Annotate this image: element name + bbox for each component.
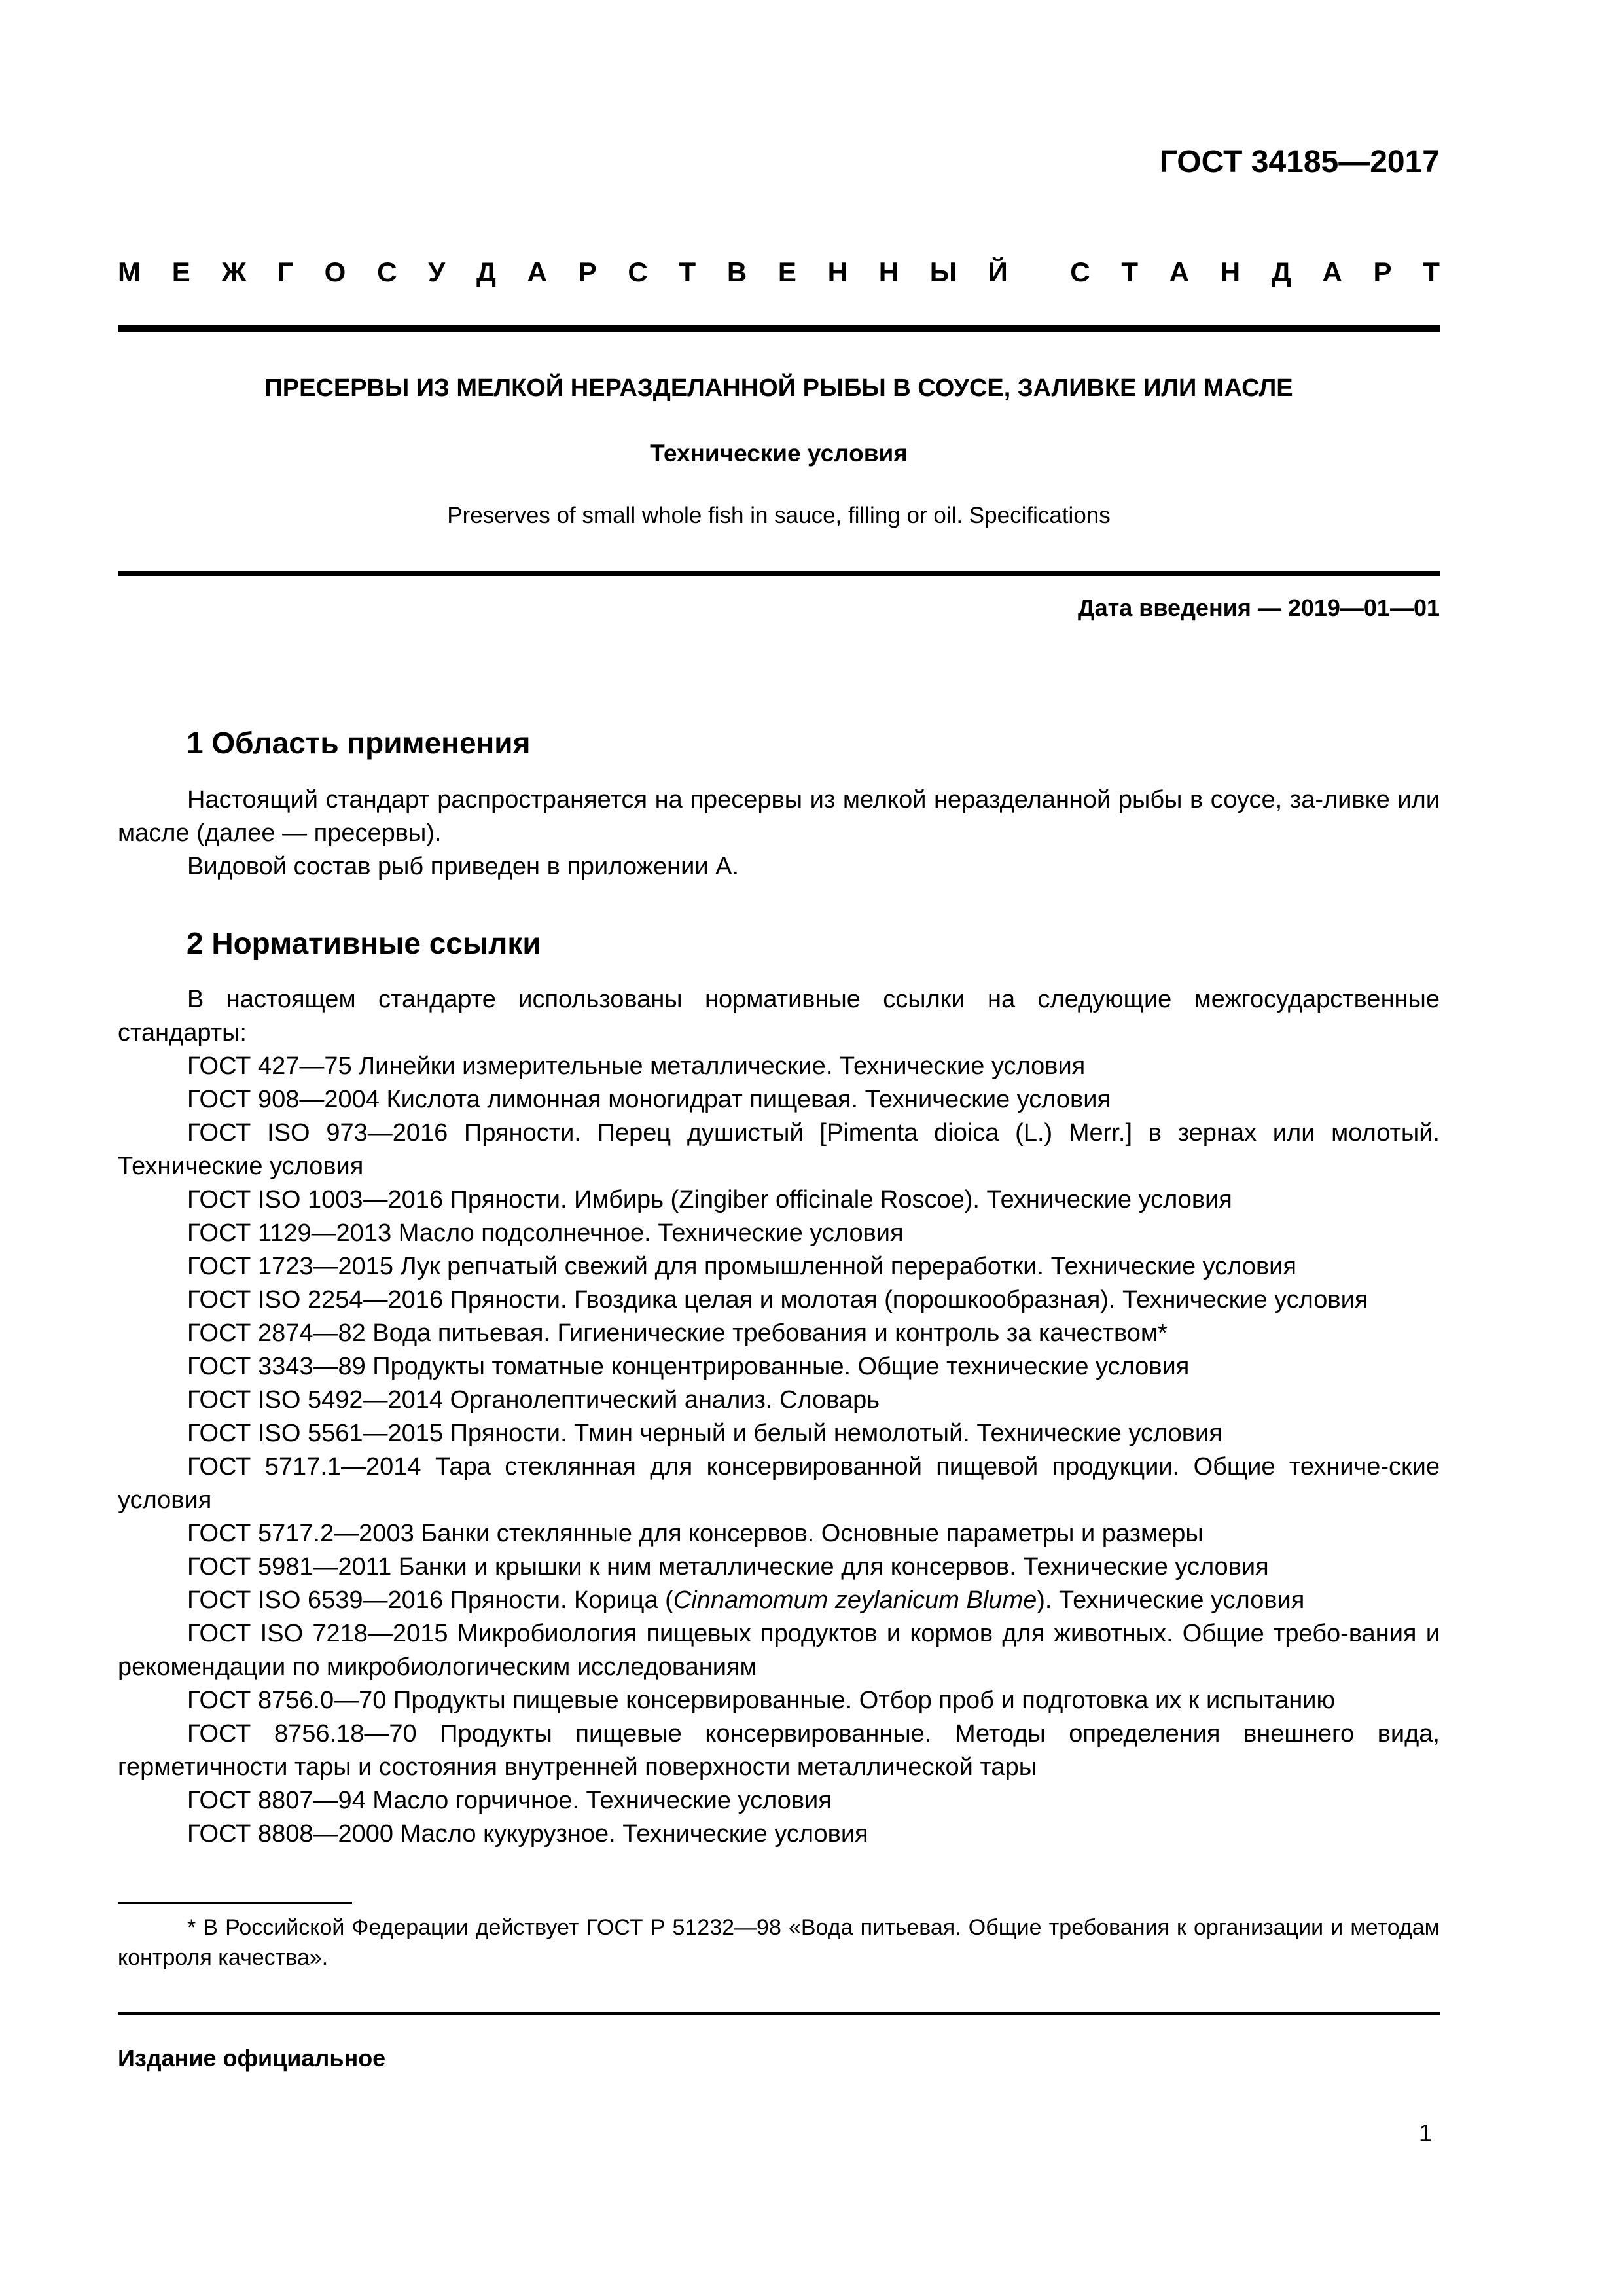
interstate-letter: А [1322,257,1342,287]
footnote-text: * В Российской Федерации действует ГОСТ Р 51232—98 «Вода питьевая. Общие требования к организации и методам контроля качества». [118,1915,1440,1970]
gost-number: ГОСТ 34185—2017 [1159,145,1440,179]
interstate-letter: В [726,257,747,287]
section-2-body [118,983,1440,1851]
reference-item: ГОСТ ISO 7218—2015 Микробиология пищевых продуктов и кормов для животных. Общие требо-вания и рекомендации по микробиологическим исследованиям [118,1620,1440,1681]
interstate-letter: Т [679,257,696,287]
interstate-letter: О [324,257,346,287]
interstate-letter: С [628,257,648,287]
reference-item: ГОСТ 908—2004 Кислота лимонная моногидрат пищевая. Технические условия [187,1086,1111,1113]
interstate-letter: А [1169,257,1190,287]
interstate-letter: Ы [929,257,957,287]
edition-label: Издание официальное [118,2045,386,2072]
reference-item: ГОСТ 1129—2013 Масло подсолнечное. Технические условия [187,1219,904,1247]
header-divider [118,325,1440,332]
page-number: 1 [1418,2119,1432,2146]
title-divider [118,571,1440,576]
interstate-letter: Д [476,257,496,287]
interstate-letter: С [1070,257,1090,287]
interstate-letter: Н [1220,257,1241,287]
interstate-letter: Ж [221,257,247,287]
interstate-letter: А [527,257,547,287]
document-subtitle: Технические условия [650,440,908,467]
section-1-heading: 1 Область применения [187,726,531,760]
reference-item: ГОСТ ISO 1003—2016 Пряности. Имбирь (Zingiber officinale Roscoe). Технические условия [187,1186,1232,1213]
interstate-letter: Т [1121,257,1138,287]
reference-item: ГОСТ 2874—82 Вода питьевая. Гигиенические требования и контроль за качеством* [187,1319,1168,1347]
introduction-date: Дата введения — 2019—01—01 [1077,594,1440,621]
interstate-standard-label [118,257,1440,288]
reference-item: ГОСТ 8807—94 Масло горчичное. Технические условия [187,1787,832,1814]
section-2-heading: 2 Нормативные ссылки [187,926,541,960]
footnote-separator [118,1902,352,1904]
species-name-italic: Cinnamomum zeylanicum Blume [673,1587,1037,1614]
reference-item: ГОСТ 8808—2000 Масло кукурузное. Технические условия [187,1820,868,1848]
footnote [118,1912,1440,1973]
reference-item: ГОСТ 8756.0—70 Продукты пищевые консервированные. Отбор проб и подготовка их к испытанию [187,1687,1335,1714]
interstate-letter: Р [578,257,597,287]
interstate-letter: М [118,257,141,287]
interstate-letter: Й [988,257,1008,287]
reference-item: ГОСТ ISO 5492—2014 Органолептический анализ. Словарь [187,1386,880,1414]
interstate-letter: Д [1271,257,1291,287]
interstate-letter: Е [777,257,796,287]
paragraph: Видовой состав рыб приведен в приложении А. [187,853,740,880]
reference-item: ГОСТ ISO 973—2016 Пряности. Перец душистый [Pimenta dioica (L.) Merr.] в зернах или молотый. Технические условия [118,1119,1440,1180]
reference-item: ГОСТ 5981—2011 Банки и крышки к ним металлические для консервов. Технические условия [187,1553,1269,1581]
interstate-letter: Р [1373,257,1392,287]
document-title: ПРЕСЕРВЫ ИЗ МЕЛКОЙ НЕРАЗДЕЛАННОЙ РЫБЫ В СОУСЕ, ЗАЛИВКЕ ИЛИ МАСЛЕ [264,374,1293,402]
reference-item: ГОСТ ISO 2254—2016 Пряности. Гвоздика целая и молотая (порошкообразная). Технические условия [187,1286,1368,1314]
interstate-letter: У [428,257,446,287]
paragraph: В настоящем стандарте использованы нормативные ссылки на следующие межгосударственные стандарты: [118,986,1440,1047]
document-english-title: Preserves of small whole fish in sauce, filling or oil. Specifications [447,503,1111,528]
reference-item: ГОСТ 5717.2—2003 Банки стеклянные для консервов. Основные параметры и размеры [187,1520,1204,1547]
reference-text: ГОСТ ISO 6539—2016 Пряности. Корица ( [187,1587,673,1614]
reference-item: ГОСТ 1723—2015 Лук репчатый свежий для промышленной переработки. Технические условия [187,1253,1296,1280]
footer-divider [118,2012,1440,2015]
reference-item: ГОСТ 3343—89 Продукты томатные концентрированные. Общие технические условия [187,1353,1190,1380]
reference-item-cinnamon [118,1584,1440,1617]
interstate-letter: Г [277,257,293,287]
reference-item: ГОСТ ISO 5561—2015 Пряности. Тмин черный и белый немолотый. Технические условия [187,1420,1222,1447]
section-1-body [118,783,1440,884]
reference-item: ГОСТ 5717.1—2014 Тара стеклянная для консервированной пищевой продукции. Общие техниче-ские условия [118,1453,1440,1514]
interstate-letter: Т [1423,257,1440,287]
reference-text: ). Технические условия [1037,1587,1305,1614]
interstate-letter: Н [878,257,899,287]
interstate-letter: С [377,257,397,287]
reference-item: ГОСТ 8756.18—70 Продукты пищевые консервированные. Методы определения внешнего вида, герметичности тары и состояния внутренней поверхности металлической тары [118,1720,1440,1781]
interstate-letter: Е [171,257,190,287]
paragraph: Настоящий стандарт распространяется на пресервы из мелкой неразделанной рыбы в соусе, за-ливке или масле (далее — пресервы). [118,786,1440,847]
interstate-letter: Н [827,257,847,287]
reference-item: ГОСТ 427—75 Линейки измерительные металлические. Технические условия [187,1052,1086,1080]
